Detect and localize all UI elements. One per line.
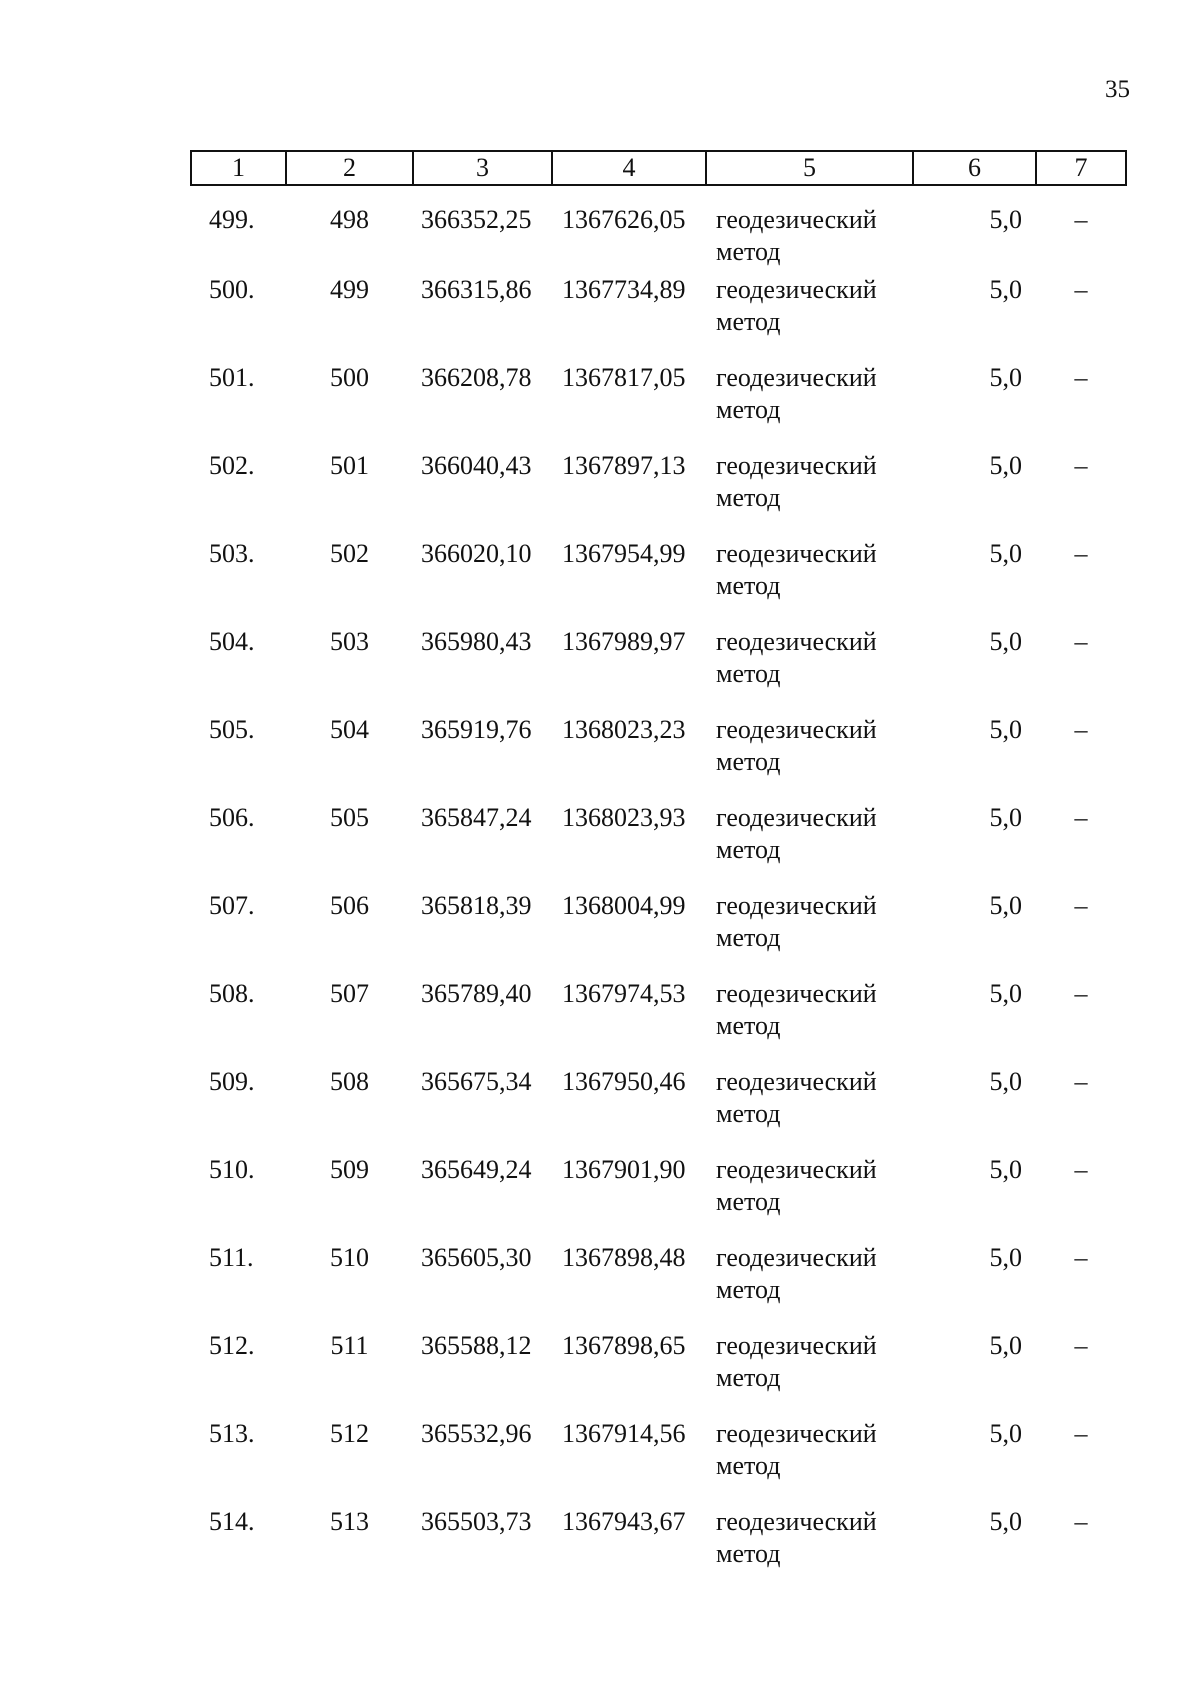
table-row: [191, 1242, 1126, 1330]
table-row: [191, 1066, 1126, 1154]
method-line-1: геодезический: [716, 715, 877, 744]
x-coordinate-cell: 365847,24: [421, 803, 532, 832]
method-cell: [706, 1330, 913, 1418]
point-number-cell: 501: [330, 451, 369, 480]
method-line-1: геодезический: [716, 891, 877, 920]
point-number-cell: 509: [330, 1155, 369, 1184]
method-line-2: метод: [716, 923, 781, 952]
y-coordinate-cell: 1367989,97: [562, 627, 686, 656]
method-line-1: геодезический: [716, 627, 877, 656]
row-number-cell: 505.: [209, 715, 255, 744]
method-cell: [706, 1154, 913, 1242]
method-line-2: метод: [716, 747, 781, 776]
method-cell: [706, 185, 913, 274]
method-line-2: метод: [716, 307, 781, 336]
method-line-2: метод: [716, 1275, 781, 1304]
row-number-cell: 511.: [209, 1243, 254, 1272]
method-line-2: метод: [716, 237, 781, 266]
row-number-cell: 506.: [209, 803, 255, 832]
column-header-2: 2: [286, 151, 413, 185]
point-number-cell: 511: [330, 1331, 369, 1360]
point-number-cell: 506: [330, 891, 369, 920]
method-cell: [706, 1066, 913, 1154]
table-row: [191, 1418, 1126, 1506]
method-line-2: метод: [716, 483, 781, 512]
note-cell: –: [1074, 803, 1088, 832]
method-cell: [706, 802, 913, 890]
table-row: [191, 1506, 1126, 1594]
row-number-cell: 514.: [209, 1507, 255, 1536]
y-coordinate-cell: 1367898,48: [562, 1243, 686, 1272]
method-line-2: метод: [716, 1099, 781, 1128]
method-line-1: геодезический: [716, 363, 877, 392]
row-number-cell: 503.: [209, 539, 255, 568]
accuracy-cell: 5,0: [989, 803, 1022, 832]
row-number-cell: 510.: [209, 1155, 255, 1184]
accuracy-cell: 5,0: [989, 979, 1022, 1008]
method-line-1: геодезический: [716, 451, 877, 480]
note-cell: –: [1074, 205, 1088, 234]
table-row: [191, 362, 1126, 450]
note-cell: –: [1074, 1243, 1088, 1272]
note-cell: –: [1074, 1331, 1088, 1360]
table-row: [191, 714, 1126, 802]
method-line-1: геодезический: [716, 1507, 877, 1536]
note-cell: –: [1074, 539, 1088, 568]
method-line-1: геодезический: [716, 1331, 877, 1360]
x-coordinate-cell: 365605,30: [421, 1243, 532, 1272]
note-cell: –: [1074, 451, 1088, 480]
accuracy-cell: 5,0: [989, 1331, 1022, 1360]
column-header-7: 7: [1036, 151, 1126, 185]
y-coordinate-cell: 1367943,67: [562, 1507, 686, 1536]
y-coordinate-cell: 1367901,90: [562, 1155, 686, 1184]
accuracy-cell: 5,0: [989, 451, 1022, 480]
x-coordinate-cell: 366315,86: [421, 275, 532, 304]
point-number-cell: 498: [330, 205, 369, 234]
table-row: [191, 890, 1126, 978]
y-coordinate-cell: 1368004,99: [562, 891, 686, 920]
point-number-cell: 510: [330, 1243, 369, 1272]
method-cell: [706, 626, 913, 714]
note-cell: –: [1074, 1155, 1088, 1184]
point-number-cell: 499: [330, 275, 369, 304]
method-line-1: геодезический: [716, 803, 877, 832]
accuracy-cell: 5,0: [989, 1419, 1022, 1448]
method-line-1: геодезический: [716, 205, 877, 234]
method-line-1: геодезический: [716, 275, 877, 304]
x-coordinate-cell: 365980,43: [421, 627, 532, 656]
x-coordinate-cell: 365588,12: [421, 1331, 532, 1360]
note-cell: –: [1074, 715, 1088, 744]
x-coordinate-cell: 365789,40: [421, 979, 532, 1008]
x-coordinate-cell: 365532,96: [421, 1419, 532, 1448]
y-coordinate-cell: 1367734,89: [562, 275, 686, 304]
y-coordinate-cell: 1367914,56: [562, 1419, 686, 1448]
table-row: [191, 1154, 1126, 1242]
x-coordinate-cell: 365675,34: [421, 1067, 532, 1096]
x-coordinate-cell: 365649,24: [421, 1155, 532, 1184]
point-number-cell: 507: [330, 979, 369, 1008]
accuracy-cell: 5,0: [989, 1067, 1022, 1096]
method-line-2: метод: [716, 1011, 781, 1040]
method-line-1: геодезический: [716, 539, 877, 568]
table-body: [191, 185, 1126, 1594]
note-cell: –: [1074, 1067, 1088, 1096]
note-cell: –: [1074, 1507, 1088, 1536]
method-line-2: метод: [716, 1539, 781, 1568]
method-cell: [706, 362, 913, 450]
point-number-cell: 500: [330, 363, 369, 392]
method-line-2: метод: [716, 1451, 781, 1480]
y-coordinate-cell: 1368023,23: [562, 715, 686, 744]
row-number-cell: 508.: [209, 979, 255, 1008]
accuracy-cell: 5,0: [989, 1243, 1022, 1272]
point-number-cell: 505: [330, 803, 369, 832]
y-coordinate-cell: 1367898,65: [562, 1331, 686, 1360]
x-coordinate-cell: 366040,43: [421, 451, 532, 480]
column-header-1: 1: [191, 151, 286, 185]
table-row: [191, 538, 1126, 626]
accuracy-cell: 5,0: [989, 539, 1022, 568]
table-row: [191, 1330, 1126, 1418]
accuracy-cell: 5,0: [989, 205, 1022, 234]
y-coordinate-cell: 1368023,93: [562, 803, 686, 832]
row-number-cell: 501.: [209, 363, 255, 392]
column-header-4: 4: [552, 151, 706, 185]
point-number-cell: 513: [330, 1507, 369, 1536]
x-coordinate-cell: 366352,25: [421, 205, 532, 234]
method-cell: [706, 274, 913, 362]
table-header: [191, 151, 1126, 185]
row-number-cell: 512.: [209, 1331, 255, 1360]
accuracy-cell: 5,0: [989, 1155, 1022, 1184]
table-row: [191, 274, 1126, 362]
x-coordinate-cell: 366020,10: [421, 539, 532, 568]
note-cell: –: [1074, 891, 1088, 920]
note-cell: –: [1074, 979, 1088, 1008]
column-header-6: 6: [913, 151, 1036, 185]
row-number-cell: 504.: [209, 627, 255, 656]
note-cell: –: [1074, 363, 1088, 392]
note-cell: –: [1074, 275, 1088, 304]
y-coordinate-cell: 1367817,05: [562, 363, 686, 392]
method-cell: [706, 890, 913, 978]
point-number-cell: 508: [330, 1067, 369, 1096]
point-number-cell: 504: [330, 715, 369, 744]
row-number-cell: 499.: [209, 205, 255, 234]
method-line-1: геодезический: [716, 1419, 877, 1448]
method-cell: [706, 978, 913, 1066]
note-cell: –: [1074, 1419, 1088, 1448]
y-coordinate-cell: 1367626,05: [562, 205, 686, 234]
note-cell: –: [1074, 627, 1088, 656]
row-number-cell: 500.: [209, 275, 255, 304]
y-coordinate-cell: 1367950,46: [562, 1067, 686, 1096]
column-header-5: 5: [706, 151, 913, 185]
accuracy-cell: 5,0: [989, 363, 1022, 392]
point-number-cell: 512: [330, 1419, 369, 1448]
accuracy-cell: 5,0: [989, 1507, 1022, 1536]
x-coordinate-cell: 365919,76: [421, 715, 532, 744]
header-row: [191, 151, 1126, 185]
accuracy-cell: 5,0: [989, 891, 1022, 920]
coordinates-table: [190, 150, 1127, 1594]
accuracy-cell: 5,0: [989, 275, 1022, 304]
method-cell: [706, 538, 913, 626]
method-line-1: геодезический: [716, 1155, 877, 1184]
table-row: [191, 978, 1126, 1066]
accuracy-cell: 5,0: [989, 715, 1022, 744]
row-number-cell: 502.: [209, 451, 255, 480]
row-number-cell: 509.: [209, 1067, 255, 1096]
method-line-2: метод: [716, 659, 781, 688]
row-number-cell: 507.: [209, 891, 255, 920]
method-cell: [706, 1418, 913, 1506]
point-number-cell: 502: [330, 539, 369, 568]
method-cell: [706, 1242, 913, 1330]
table-row: [191, 802, 1126, 890]
table-row: [191, 185, 1126, 274]
method-cell: [706, 1506, 913, 1594]
table-row: [191, 450, 1126, 538]
y-coordinate-cell: 1367897,13: [562, 451, 686, 480]
method-line-2: метод: [716, 395, 781, 424]
y-coordinate-cell: 1367954,99: [562, 539, 686, 568]
x-coordinate-cell: 365503,73: [421, 1507, 532, 1536]
method-line-2: метод: [716, 571, 781, 600]
method-line-2: метод: [716, 1187, 781, 1216]
method-line-2: метод: [716, 835, 781, 864]
row-number-cell: 513.: [209, 1419, 255, 1448]
point-number-cell: 503: [330, 627, 369, 656]
y-coordinate-cell: 1367974,53: [562, 979, 686, 1008]
table-row: [191, 626, 1126, 714]
method-line-2: метод: [716, 1363, 781, 1392]
method-cell: [706, 450, 913, 538]
x-coordinate-cell: 365818,39: [421, 891, 532, 920]
method-cell: [706, 714, 913, 802]
method-line-1: геодезический: [716, 1243, 877, 1272]
method-line-1: геодезический: [716, 979, 877, 1008]
x-coordinate-cell: 366208,78: [421, 363, 532, 392]
column-header-3: 3: [413, 151, 552, 185]
method-line-1: геодезический: [716, 1067, 877, 1096]
page-number: 35: [1105, 76, 1130, 103]
accuracy-cell: 5,0: [989, 627, 1022, 656]
